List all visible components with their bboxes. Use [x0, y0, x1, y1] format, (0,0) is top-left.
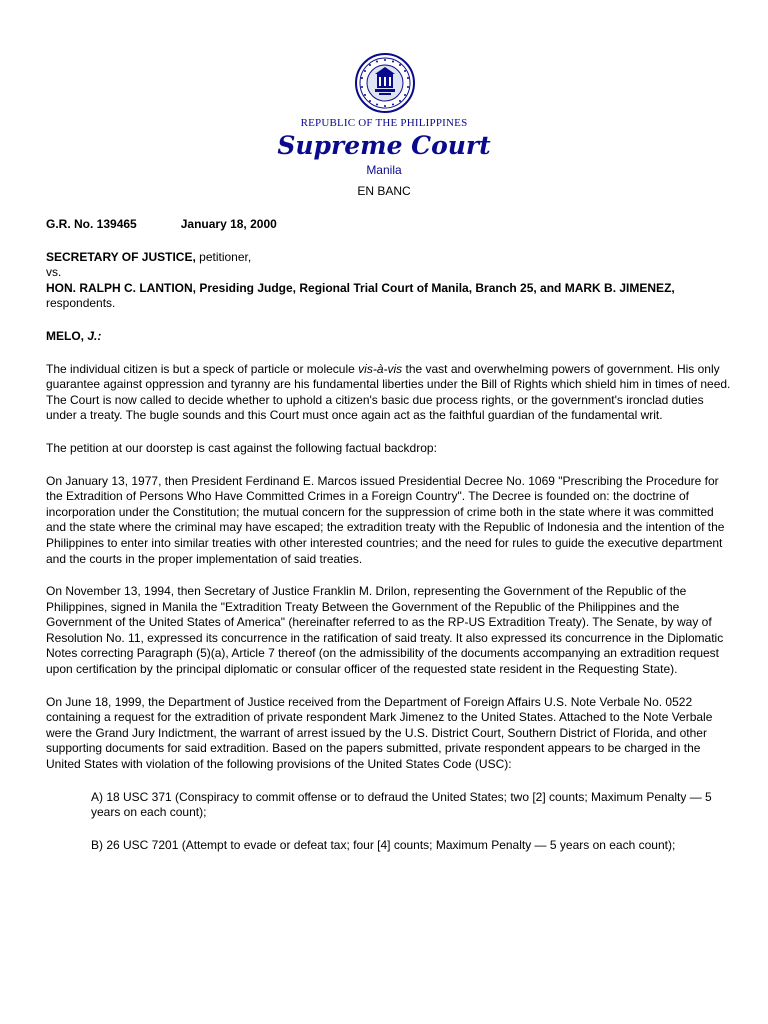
petitioner-role: petitioner,	[195, 249, 252, 264]
paragraph-note-verbale: On June 18, 1999, the Department of Justice received from the Department of Foreign Affairs U.S. Note Verbale No. 0522 containing a request for the extradition of private respondent Mark Jimenez to the United States. Attached to the Note Verbale were the Grand Jury Indictment, the warrant of arrest issued by the U.S. District Court, Southern District of Florida, and other supporting documents for said extradition. Based on the papers submitted, private respondent appears to be charged in the United States with violation of the following provisions of the United States Code (USC):	[46, 694, 713, 772]
respondents-role: respondents.	[46, 296, 116, 311]
ponente-name: MELO,	[46, 328, 88, 343]
case-date: January 18, 2000	[180, 217, 277, 231]
document-header	[0, 116, 768, 178]
paragraph-treaty: On November 13, 1994, then Secretary of Justice Franklin M. Drilon, representing the Government of the Republic of the Philippines, signed in Manila the "Extradition Treaty Between the Government of the Republic of the Philippines and the Government of the United States of America" (hereinafter referred to as the RP-US Extradition Treaty). The Senate, by way of Resolution No. 11, expressed its concurrence in the ratification of said treaty. It also expressed its concurrence in the Diplomatic Notes correcting Paragraph (5)(a), Article 7 thereof (on the admissibility of the documents accompanying an extradition request upon certification by the principal diplomatic or consular officer of the requested state resident in the Requesting State).	[46, 584, 724, 677]
document-body	[46, 217, 736, 870]
republic-heading: REPUBLIC OF THE PHILIPPINES	[300, 117, 468, 129]
paragraph-intro	[46, 362, 736, 424]
versus-line: vs.	[46, 265, 62, 280]
paragraph-intro-text-a: The individual citizen is but a speck of particle or molecule	[46, 361, 359, 376]
supreme-court-seal-icon	[355, 52, 415, 114]
case-number-line	[46, 217, 736, 233]
case-number: G.R. No. 139465	[46, 217, 137, 231]
paragraph-intro-italic: vis-à-vis	[358, 361, 403, 376]
list-item-b: B) 26 USC 7201 (Attempt to evade or defeat tax; four [4] counts; Maximum Penalty — 5 years on each count);	[91, 837, 676, 852]
paragraph-backdrop: The petition at our doorstep is cast against the following factual backdrop:	[46, 440, 437, 455]
petitioner-line	[46, 250, 736, 266]
petitioner-name: SECRETARY OF JUSTICE,	[46, 249, 196, 264]
paragraph-decree: On January 13, 1977, then President Ferdinand E. Marcos issued Presidential Decree No. 1069 "Prescribing the Procedure for the Extradition of Persons Who Have Committed Crimes in a Foreign Country". The Decree is founded on: the doctrine of incorporation under the Constitution; the mutual concern for the suppression of crime both in the state where it was committed and the state where the criminal may have escaped; the extradition treaty with the Republic of Indonesia and the intention of the Philippines to enter into similar treaties with other interested countries; and the need for rules to guide the executive department and the courts in the proper implementation of said treaties.	[46, 473, 725, 566]
ponente-suffix: J.:	[87, 328, 102, 343]
city-heading: Manila	[366, 163, 402, 177]
case-parties	[46, 250, 736, 312]
division-heading: EN BANC	[357, 184, 411, 198]
ponente-line	[46, 329, 736, 345]
respondents-names: HON. RALPH C. LANTION, Presiding Judge, Regional Trial Court of Manila, Branch 25, and MARK B. JIMENEZ,	[46, 280, 675, 295]
respondents-line	[46, 281, 736, 312]
list-item-a: A) 18 USC 371 (Conspiracy to commit offense or to defraud the United States; two [2] counts; Maximum Penalty — 5 years on each count);	[91, 789, 712, 820]
paragraph-intro-text-b: the vast and overwhelming powers of government. His only guarantee against oppression and tyranny are his fundamental liberties under the Bill of Rights which shield him in times of need. The Court is now called to decide whether to uphold a citizen's basic due process rights, or the government's ironclad duties under a treaty. The bugle sounds and this Court must once again act as the faithful guardian of the fundamental writ.	[46, 361, 731, 423]
court-title: Supreme Court	[277, 131, 491, 160]
